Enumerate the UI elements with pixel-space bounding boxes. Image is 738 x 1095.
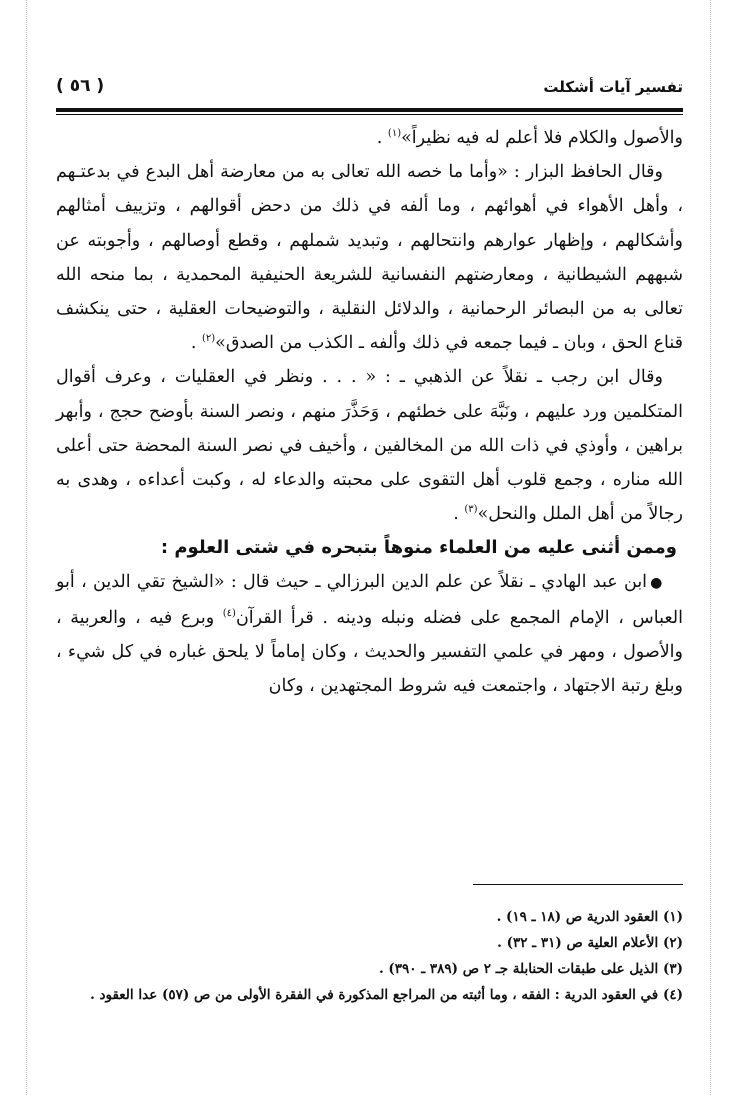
paragraph-4-text-a: ابن عبد الهادي ـ نقلاً عن علم الدين البرزالي ـ حيث قال : «الشيخ تقي الدين ، أبو العباس ، الإمام المجمع على فضله ونبله ودينه . قرأ القرآن [56,572,684,628]
paragraph-2 [56,155,683,360]
footnote-2: (٢) الأعلام العلية ص (٣١ ـ ٣٢) . [497,935,683,951]
body-text [56,121,683,703]
footnote-4: (٤) في العقود الدرية : الفقه ، وما أثبته من المراجع المذكورة في الفقرة الأولى من ص (٥٧) عدا العقود . [90,987,683,1003]
footnote-1: (١) العقود الدرية ص (١٨ ـ ١٩) . [496,909,683,925]
footnote-separator [473,884,683,885]
footnote-ref-1: (١) [387,128,402,140]
scan-edge-left [26,0,27,1095]
footnote-ref-3: (٣) [464,504,478,516]
bullet-icon: ● [650,575,664,592]
page-number: ( ٥٦ ) [56,76,105,96]
paragraph-1-text: والأصول والكلام فلا أعلم له فيه نظيراً» [401,128,683,148]
running-title: تفسير آيات أشكلت [543,78,683,96]
header-rule-thin [56,114,683,115]
footnotes [56,904,683,1008]
section-subheading: وممن أثنى عليه من العلماء منوهاً بتبحره في شتى العلوم : [160,537,677,559]
scan-edge-right [710,0,711,1095]
footnote-ref-2: (٢) [201,333,216,345]
paragraph-1-end: . [376,128,388,148]
paragraph-3-end: . [453,504,465,525]
footnote-ref-4: (٤) [222,607,236,619]
header-rule-thick [56,108,683,112]
paragraph-2-text: وقال الحافظ البزار : «وأما ما خصه الله تعالى به من معارضة أهل البدع في بدعتـهم ، وأهل الأهواء في أهوائهم ، وما ألفه في ذلك من دحض أقوالهم ، وتزييف أمثالهم وأشكالهم ، وإظهار عوارهم وانتحالهم ، وتبديد شملهم ، وقطع أوصالهم ، وأجوبته عن شبههم الشيطانية ، ومعارضتهم النفسانية للشريعة الحنيفية المحمدية ، بما منحه الله تعالى به من البصائر الرحمانية ، والدلائل النقلية ، والتوضيحات العقلية ، حتى ينكشف قناع الحق ، وبان ـ فيما جمعه في ذلك وألفه ـ الكذب من الصدق» [56,162,683,354]
page-header [56,74,683,104]
book-page [56,74,684,1003]
paragraph-4-text-b: وبرع فيه ، والعربية ، والأصول ، ومهر في علمي التفسير والحديث ، وكان إماماً لا يلحق غباره في كل شيء ، وبلغ رتبة الاجتهاد ، واجتمعت فيه شروط المجتهدين ، وكان [56,607,683,697]
paragraph-3-text: وقال ابن رجب ـ نقلاً عن الذهبي ـ : « . . . ونظر في العقليات ، وعرف أقوال المتكلمين ورد عليهم ، ونَبَّهَ على خطئهم ، وَحَذَّرَ منهم ، ونصر السنة بأوضح حجج ، وأبهر براهين ، وأوذي في ذات الله من المخالفين ، وأخيف في نصر السنة المحضة حتى أعلى الله مناره ، وجمع قلوب أهل التقوى على محبته والدعاء له ، وكبت أعداءه ، وهدى به رجالاً من أهل الملل والنحل» [56,367,683,525]
paragraph-2-end: . [190,333,202,354]
paragraph-4 [56,565,683,703]
paragraph-3 [56,360,683,531]
footnote-3: (٣) الذيل على طبقات الحنابلة جـ ٢ ص (٣٨٩ ـ ٣٩٠) . [378,961,683,977]
paragraph-1 [56,121,683,155]
